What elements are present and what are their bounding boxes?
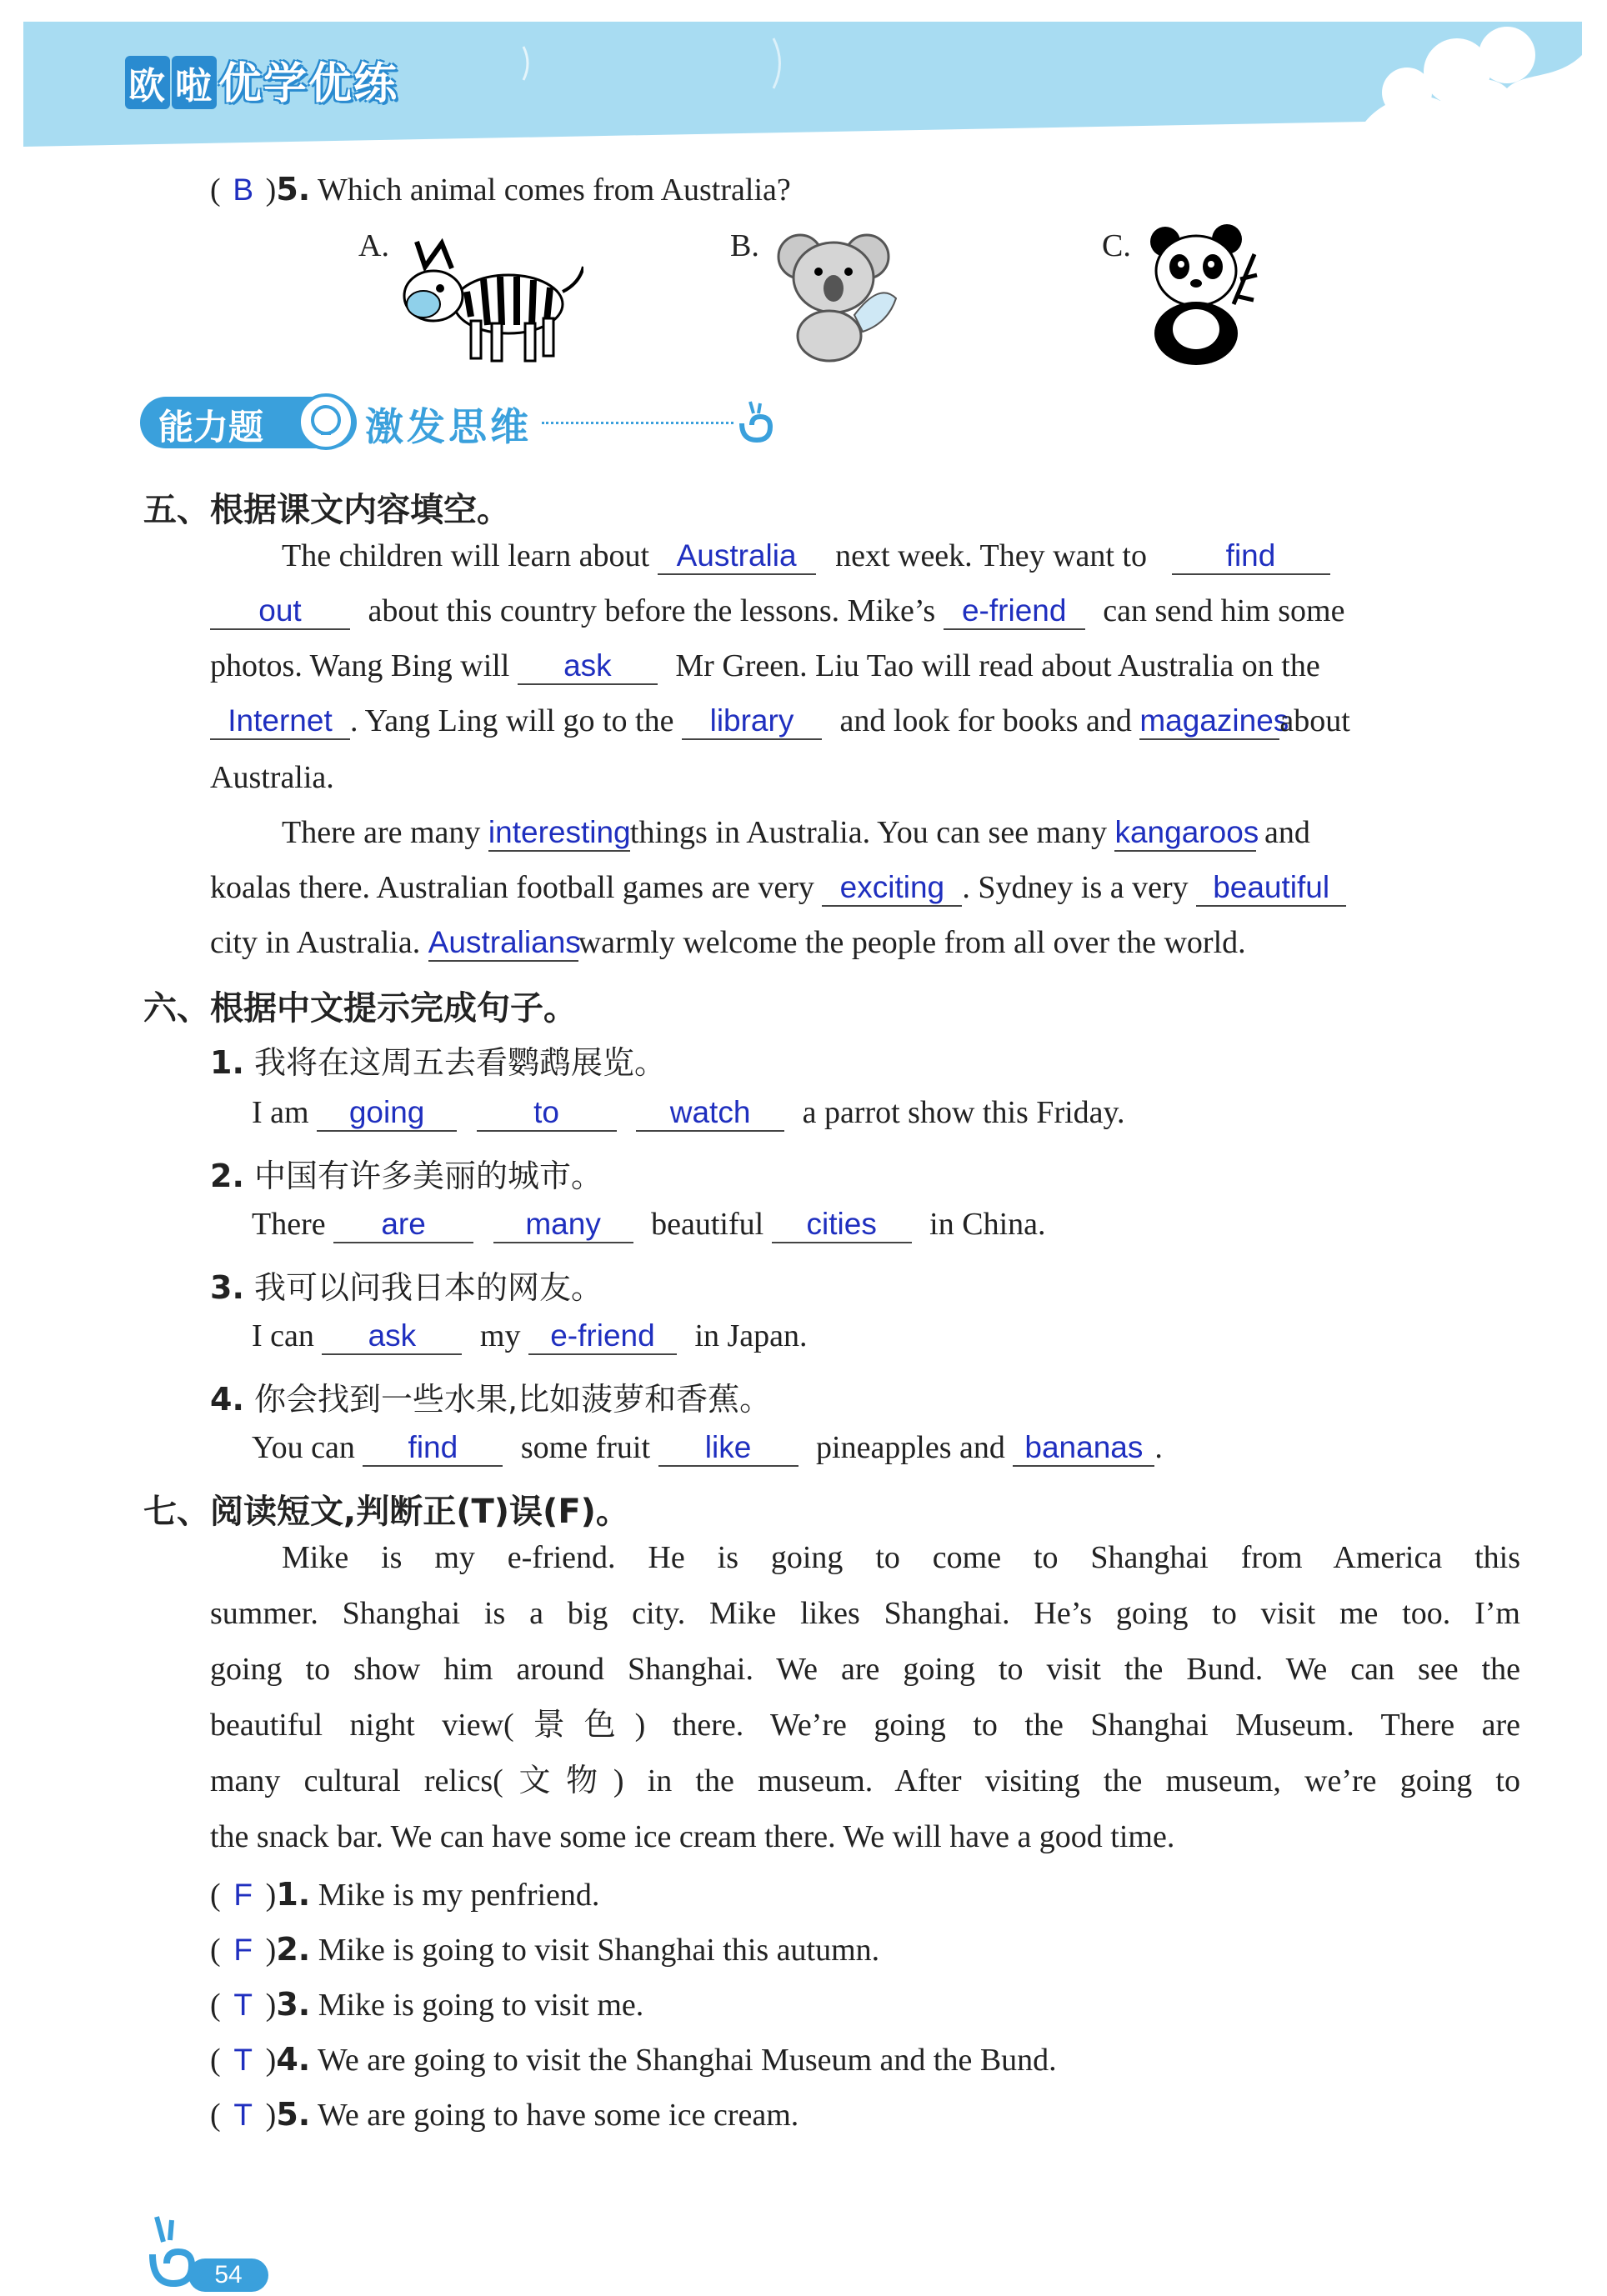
s6-answer: like <box>658 1430 798 1467</box>
section-7-heading: 七、阅读短文,判断正(T)误(F)。 <box>143 1493 629 1531</box>
section-5-heading: 五、根据课文内容填空。 <box>143 491 510 529</box>
passage-line: summer. Shanghai is a big city. Mike likes Shanghai. He’s going to visit me too. I’m <box>210 1596 1520 1631</box>
s6-answer: e-friend <box>528 1318 677 1355</box>
s5-line-2: out about this country before the lessons. Mike’s e-friend can send him some <box>210 592 1344 630</box>
s6-item-2-chinese: 2. 中国有许多美丽的城市。 <box>210 1158 603 1194</box>
s6-item-3-english: I can ask my e-friend in Japan. <box>252 1318 808 1353</box>
s5-answer: library <box>682 703 822 740</box>
q5-question: Which animal comes from Australia? <box>318 173 791 208</box>
option-c-label: C. <box>1102 228 1131 263</box>
tf-answer: T <box>233 2098 253 2132</box>
tf-item-5: ( T )5. We are going to have some ice cream. <box>210 2096 799 2133</box>
s6-item-1-chinese: 1. 我将在这周五去看鹦鹉展览。 <box>210 1044 666 1081</box>
tf-item-1: ( F )1. Mike is my penfriend. <box>210 1876 600 1913</box>
s6-answer: many <box>493 1207 633 1243</box>
s6-answer: find <box>363 1430 503 1467</box>
s6-answer: are <box>333 1207 473 1243</box>
option-b-label: B. <box>730 228 759 263</box>
passage-line: beautiful night view(景色) there. We’re going to the Shanghai Museum. There are <box>210 1708 1520 1743</box>
tf-item-2: ( F )2. Mike is going to visit Shanghai this autumn. <box>210 1931 880 1968</box>
page-number: 54 <box>188 2258 268 2292</box>
s5-line-3: photos. Wang Bing will ask Mr Green. Liu Tao will read about Australia on the <box>210 648 1320 683</box>
s5-answer: find <box>1172 538 1330 575</box>
option-a-label: A. <box>358 228 389 263</box>
s6-answer: going <box>317 1095 457 1132</box>
section-6-heading: 六、根据中文提示完成句子。 <box>143 989 577 1028</box>
s6-answer: bananas <box>1013 1430 1154 1467</box>
passage-line: going to show him around Shanghai. We are going to visit the Bund. We can see the <box>210 1652 1520 1687</box>
s6-answer: cities <box>772 1207 912 1243</box>
s5-answer: beautiful <box>1196 870 1346 907</box>
s6-answer: watch <box>636 1095 784 1132</box>
s5-line-1: The children will learn about Australia next week. They want to find <box>282 537 1330 575</box>
tf-answer: T <box>233 1988 253 2022</box>
s5-answer: Australia <box>658 538 816 575</box>
reading-passage <box>210 1538 1520 1873</box>
s5-answer: ask <box>518 648 658 685</box>
s5-answer: e-friend <box>944 593 1085 630</box>
s6-answer: to <box>477 1095 617 1132</box>
s6-item-4-english: You can find some fruit like pineapples and bananas . <box>252 1430 1163 1465</box>
swirl-icon <box>733 398 773 445</box>
zebra-image <box>400 225 583 367</box>
panda-image <box>1142 221 1267 371</box>
tf-item-3: ( T )3. Mike is going to visit me. <box>210 1986 644 2023</box>
tf-answer: T <box>233 2043 253 2077</box>
passage-line: the snack bar. We can have some ice cream there. We will have a good time. <box>210 1819 1175 1854</box>
s6-item-1-english: I am going to watch a parrot show this Friday. <box>252 1095 1125 1130</box>
q5-line: ( B )5. Which animal comes from Australia? <box>210 171 791 208</box>
s6-item-2-english: There are many beautiful cities in China. <box>252 1207 1046 1242</box>
s5-line-4: Internet . Yang Ling will go to the library and look for books and magazinesabout <box>210 702 1350 740</box>
s5-answer: Australians <box>428 925 578 962</box>
s5-answer: kangaroos <box>1114 815 1256 852</box>
ability-title: 能力题 <box>158 407 264 448</box>
ability-divider <box>542 422 733 424</box>
ability-subtitle: 激发思维 <box>365 404 532 449</box>
tf-answer: F <box>233 1878 253 1912</box>
s6-item-4-chinese: 4. 你会找到一些水果,比如菠萝和香蕉。 <box>210 1381 772 1418</box>
s6-answer: ask <box>322 1318 462 1355</box>
s5-line-5: Australia. <box>210 760 334 795</box>
passage-line: many cultural relics(文物) in the museum. After visiting the museum, we’re going to <box>210 1763 1520 1798</box>
s5-line-6: There are many interestingthings in Australia. You can see many kangaroos and <box>282 815 1310 850</box>
s5-answer: interesting <box>488 815 630 852</box>
s5-line-7: koalas there. Australian football games are very exciting . Sydney is a very beautiful <box>210 868 1346 907</box>
passage-line: Mike is my e-friend. He is going to come to Shanghai from America this <box>282 1540 1520 1575</box>
s5-answer: magazines <box>1139 703 1279 740</box>
s5-answer: out <box>210 593 350 630</box>
s6-item-3-chinese: 3. 我可以问我日本的网友。 <box>210 1269 603 1306</box>
s5-answer: Internet <box>210 703 350 740</box>
koala-image <box>775 223 900 365</box>
s5-line-8: city in Australia. Australianswarmly welcome the people from all over the world. <box>210 925 1246 960</box>
brand-logo: 欧 啦 优学优练 <box>125 48 398 111</box>
tf-item-4: ( T )4. We are going to visit the Shanghai Museum and the Bund. <box>210 2041 1057 2078</box>
tf-answer: F <box>233 1933 253 1967</box>
brain-icon <box>296 392 356 452</box>
q5-answer: B <box>233 173 253 207</box>
s5-answer: exciting <box>822 870 962 907</box>
